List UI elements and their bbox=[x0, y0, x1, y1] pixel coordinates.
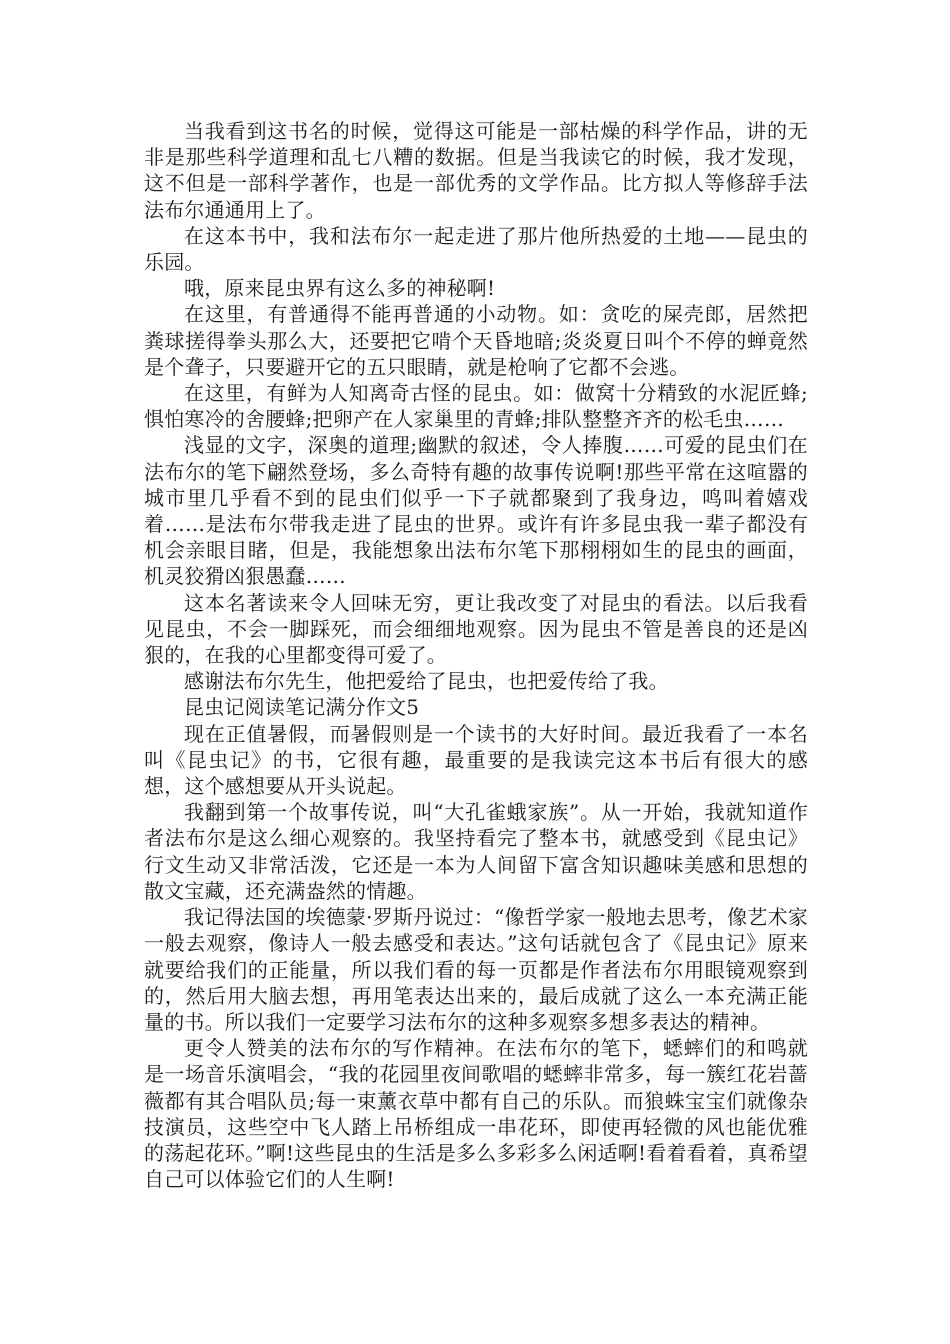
paragraph: 当我看到这书名的时候，觉得这可能是一部枯燥的科学作品，讲的无非是那些科学道理和乱七八糟的数据。但是当我读它的时候，我才发现，这不但是一部科学著作，也是一部优秀的文学作品。比方拟人等修辞手法法布尔通通用上了。 bbox=[144, 119, 808, 222]
paragraph: 我翻到第一个故事传说，叫“大孔雀蛾家族”。从一开始，我就知道作者法布尔是这么细心观察的。我坚持看完了整本书，就感受到《昆虫记》行文生动又非常活泼，它还是一本为人间留下富含知识趣味美感和思想的散文宝藏，还充满盎然的情趣。 bbox=[144, 800, 808, 903]
paragraph: 更令人赞美的法布尔的写作精神。在法布尔的笔下，蟋蟀们的和鸣就是一场音乐演唱会，“我的花园里夜间歌唱的蟋蟀非常多，每一簇红花岩蔷薇都有其合唱队员;每一束薰衣草中都有自己的乐队。而狼蛛宝宝们就像杂技演员，这些空中飞人踏上吊桥组成一串花环，即使再轻微的风也能优雅的荡起花环。”啊!这些昆虫的生活是多么多彩多么闲适啊!看着看着，真希望自己可以体验它们的人生啊! bbox=[144, 1036, 808, 1192]
document-body bbox=[144, 118, 808, 1192]
paragraph: 浅显的文字，深奥的道理;幽默的叙述，令人捧腹……可爱的昆虫们在法布尔的笔下翩然登场，多么奇特有趣的故事传说啊!那些平常在这喧嚣的城市里几乎看不到的昆虫们似乎一下子就都聚到了我身边，鸣叫着嬉戏着……是法布尔带我走进了昆虫的世界。或许有许多昆虫我一辈子都没有机会亲眼目睹，但是，我能想象出法布尔笔下那栩栩如生的昆虫的画面，机灵狡猾凶狠愚蠢…… bbox=[144, 433, 808, 589]
paragraph: 在这本书中，我和法布尔一起走进了那片他所热爱的土地——昆虫的乐园。 bbox=[144, 223, 808, 275]
section-heading: 昆虫记阅读笔记满分作文5 bbox=[184, 695, 420, 720]
paragraph: 现在正值暑假，而暑假则是一个读书的大好时间。最近我看了一本名叫《昆虫记》的书，它很有趣，最重要的是我读完这本书后有很大的感想，这个感想要从开头说起。 bbox=[144, 721, 808, 799]
paragraph: 感谢法布尔先生，他把爱给了昆虫，也把爱传给了我。 bbox=[184, 669, 669, 694]
paragraph: 这本名著读来令人回味无穷，更让我改变了对昆虫的看法。以后我看见昆虫，不会一脚踩死，而会细细地观察。因为昆虫不管是善良的还是凶狠的，在我的心里都变得可爱了。 bbox=[144, 590, 808, 668]
paragraph: 哦，原来昆虫界有这么多的神秘啊! bbox=[184, 276, 496, 301]
paragraph: 在这里，有普通得不能再普通的小动物。如：贪吃的屎壳郎，居然把粪球搓得拳头那么大，还要把它啃个天昏地暗;炎炎夏日叫个不停的蝉竟然是个聋子，只要避开它的五只眼睛，就是枪响了它都不会逃。 bbox=[144, 302, 808, 379]
paragraph: 我记得法国的埃德蒙·罗斯丹说过：“像哲学家一般地去思考，像艺术家一般去观察，像诗人一般去感受和表达。”这句话就包含了《昆虫记》原来就要给我们的正能量，所以我们看的每一页都是作者法布尔用眼镜观察到的，然后用大脑去想，再用笔表达出来的，最后成就了这么一本充满正能量的书。所以我们一定要学习法布尔的这种多观察多想多表达的精神。 bbox=[144, 905, 808, 1034]
paragraph: 在这里，有鲜为人知离奇古怪的昆虫。如：做窝十分精致的水泥匠蜂;惧怕寒冷的舍腰蜂;把卵产在人家巢里的青蜂;排队整整齐齐的松毛虫…… bbox=[144, 381, 808, 432]
